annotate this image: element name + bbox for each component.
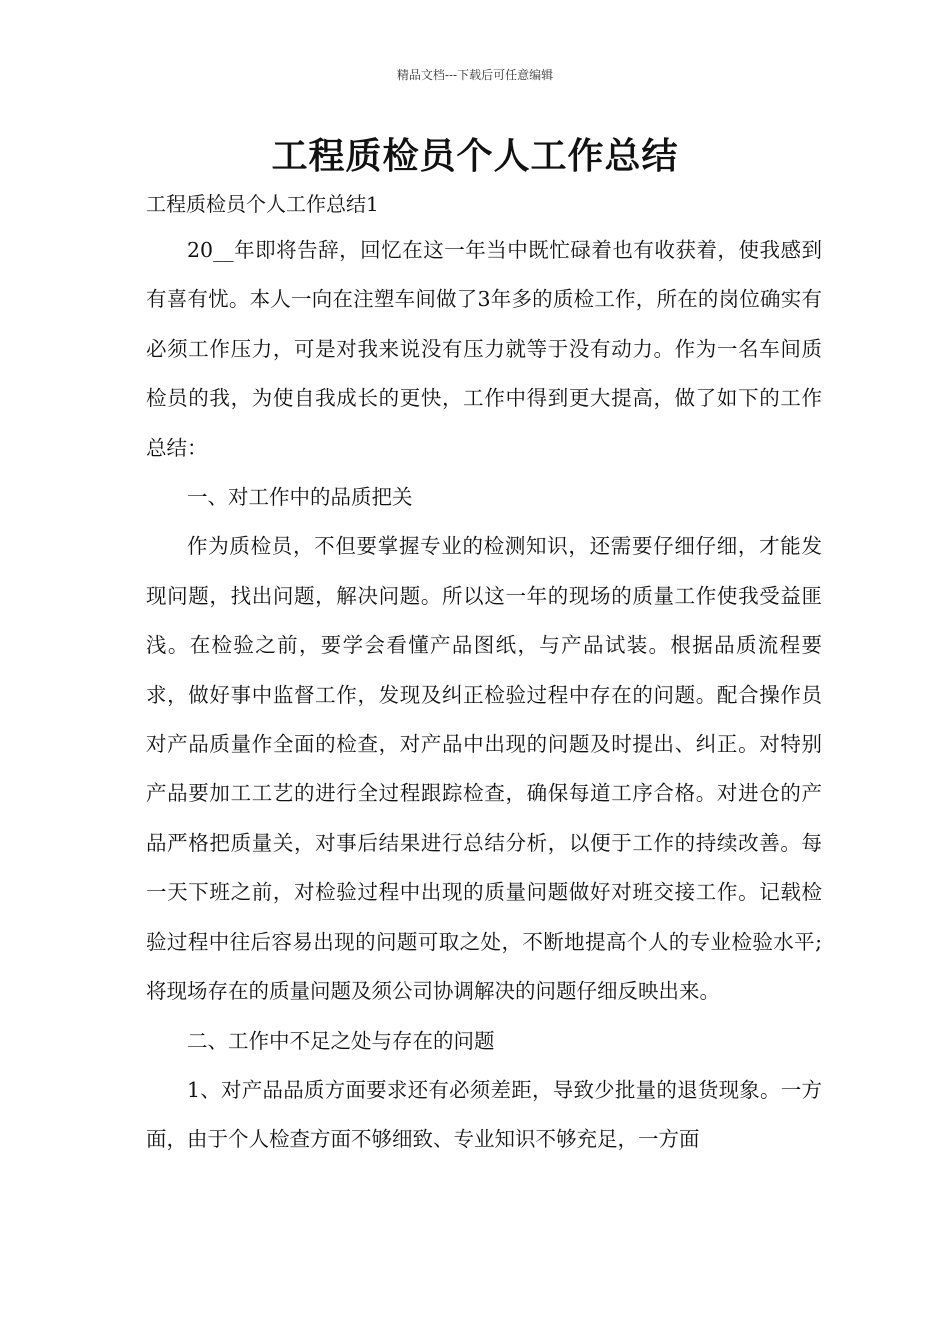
document-subtitle: 工程质检员个人工作总结1 <box>146 192 379 216</box>
document-title: 工程质检员个人工作总结 <box>271 135 679 177</box>
document-body <box>146 226 822 1165</box>
section-heading-quality-control: 一、对工作中的品质把关 <box>187 485 413 510</box>
paragraph-shortcomings: 1、对产品品质方面要求还有必须差距，导致少批量的退货现象。一方面，由于个人检查方面不够细致、专业知识不够充足，一方面 <box>146 1077 822 1152</box>
section-heading-shortcomings: 二、工作中不足之处与存在的问题 <box>187 1028 495 1053</box>
paragraph-quality-control: 作为质检员，不但要掌握专业的检测知识，还需要仔细仔细，才能发现问题，找出问题，解决问题。所以这一年的现场的质量工作使我受益匪浅。在检验之前，要学会看懂产品图纸，与产品试装。根据品质流程要求，做好事中监督工作，发现及纠正检验过程中存在的问题。配合操作员对产品质量作全面的检查，对产品中出现的问题及时提出、纠正。对特别产品要加工工艺的进行全过程跟踪检查，确保每道工序合格。对进仓的产品严格把质量关，对事后结果进行总结分析，以便于工作的持续改善。每一天下班之前，对检验过程中出现的质量问题做好对班交接工作。记载检验过程中往后容易出现的问题可取之处，不断地提高个人的专业检验水平;将现场存在的质量问题及须公司协调解决的问题仔细反映出来。 <box>146 534 822 1004</box>
paragraph-intro: 20__年即将告辞，回忆在这一年当中既忙碌着也有收获着，使我感到有喜有忧。本人一向在注塑车间做了3年多的质检工作，所在的岗位确实有必须工作压力，可是对我来说没有压力就等于没有动力。作为一名车间质检员的我，为使自我成长的更快，工作中得到更大提高，做了如下的工作总结： <box>146 238 822 460</box>
header-note: 精品文档---下载后可任意编辑 <box>396 68 554 82</box>
